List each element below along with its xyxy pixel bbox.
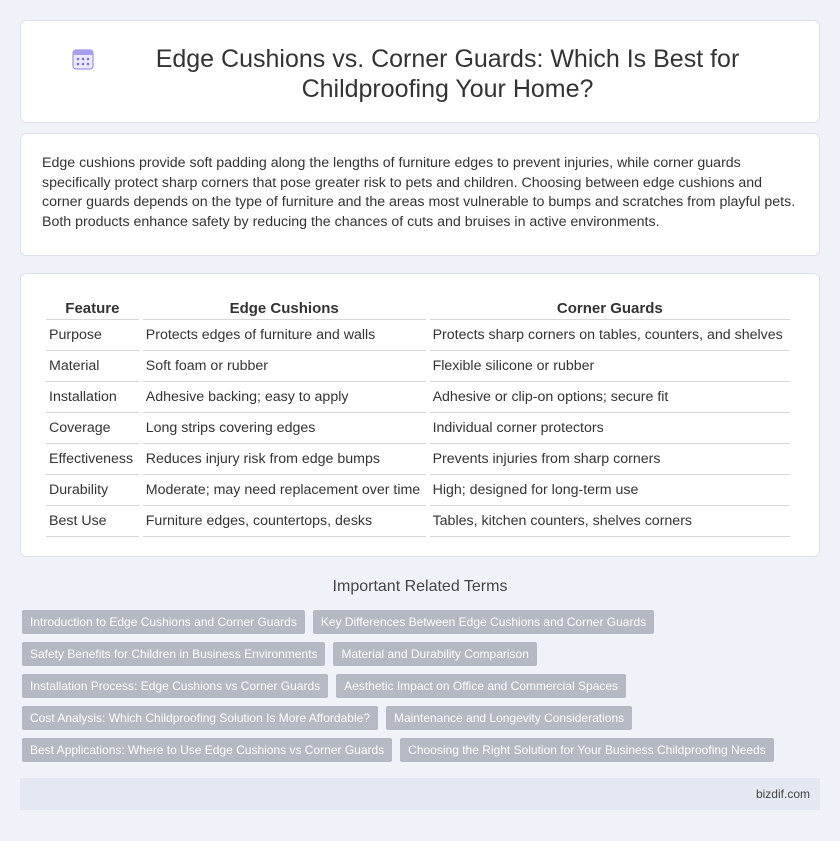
header-card — [20, 20, 820, 123]
table-cell: Durability — [46, 475, 139, 506]
table-cell: Adhesive or clip-on options; secure fit — [430, 382, 790, 413]
related-term-tag[interactable]: Key Differences Between Edge Cushions and Corner Guards — [313, 610, 654, 634]
table-row — [46, 475, 790, 506]
table-cell: Protects edges of furniture and walls — [143, 320, 426, 351]
table-cell: Long strips covering edges — [143, 413, 426, 444]
table-cell: Coverage — [46, 413, 139, 444]
table-row — [46, 413, 790, 444]
page-title: Edge Cushions vs. Corner Guards: Which Is Best for Childproofing Your Home? — [155, 45, 740, 103]
table-row — [46, 506, 790, 537]
related-term-tag[interactable]: Choosing the Right Solution for Your Business Childproofing Needs — [400, 738, 774, 762]
table-cell: Soft foam or rubber — [143, 351, 426, 382]
column-header: Edge Cushions — [143, 294, 426, 320]
table-cell: Effectiveness — [46, 444, 139, 475]
table-row — [46, 444, 790, 475]
column-header: Corner Guards — [430, 294, 790, 320]
table-cell: Best Use — [46, 506, 139, 537]
related-term-tag[interactable]: Introduction to Edge Cushions and Corner Guards — [22, 610, 305, 634]
table-cell: Material — [46, 351, 139, 382]
related-terms-heading: Important Related Terms — [332, 578, 508, 595]
table-cell: Reduces injury risk from edge bumps — [143, 444, 426, 475]
table-cell: Moderate; may need replacement over time — [143, 475, 426, 506]
related-terms-list — [22, 610, 820, 770]
related-term-tag[interactable]: Safety Benefits for Children in Business Environments — [22, 642, 325, 666]
table-cell: Purpose — [46, 320, 139, 351]
table-cell: Installation — [46, 382, 139, 413]
intro-card — [20, 133, 820, 256]
table-cell: Tables, kitchen counters, shelves corners — [430, 506, 790, 537]
table-header-row — [46, 294, 790, 320]
table-row — [46, 320, 790, 351]
intro-paragraph: Edge cushions provide soft padding along the lengths of furniture edges to prevent injuries, while corner guards specifically protect sharp corners that pose greater risk to pets and children. Choosing between edge cushions and corner guards depends on the type of furniture and the areas most vulnerable to bumps and scratches from playful pets. Both products enhance safety by reducing the chances of cuts and bruises in active environments. — [42, 155, 796, 230]
table-cell: Furniture edges, countertops, desks — [143, 506, 426, 537]
related-term-tag[interactable]: Installation Process: Edge Cushions vs Corner Guards — [22, 674, 328, 698]
table-cell: Individual corner protectors — [430, 413, 790, 444]
column-header: Feature — [46, 294, 139, 320]
related-term-tag[interactable]: Aesthetic Impact on Office and Commercial Spaces — [336, 674, 626, 698]
table-row — [46, 382, 790, 413]
comparison-table-card — [20, 273, 820, 557]
table-cell: Adhesive backing; easy to apply — [143, 382, 426, 413]
table-cell: Prevents injuries from sharp corners — [430, 444, 790, 475]
related-term-tag[interactable]: Cost Analysis: Which Childproofing Solution Is More Affordable? — [22, 706, 378, 730]
related-term-tag[interactable]: Material and Durability Comparison — [333, 642, 536, 666]
table-cell: Protects sharp corners on tables, counters, and shelves — [430, 320, 790, 351]
site-name[interactable]: bizdif.com — [755, 787, 810, 801]
table-cell: High; designed for long-term use — [430, 475, 790, 506]
table-cell: Flexible silicone or rubber — [430, 351, 790, 382]
table-row — [46, 351, 790, 382]
footer — [20, 778, 820, 810]
related-term-tag[interactable]: Maintenance and Longevity Considerations — [386, 706, 632, 730]
related-term-tag[interactable]: Best Applications: Where to Use Edge Cushions vs Corner Guards — [22, 738, 392, 762]
comparison-table — [42, 294, 794, 537]
